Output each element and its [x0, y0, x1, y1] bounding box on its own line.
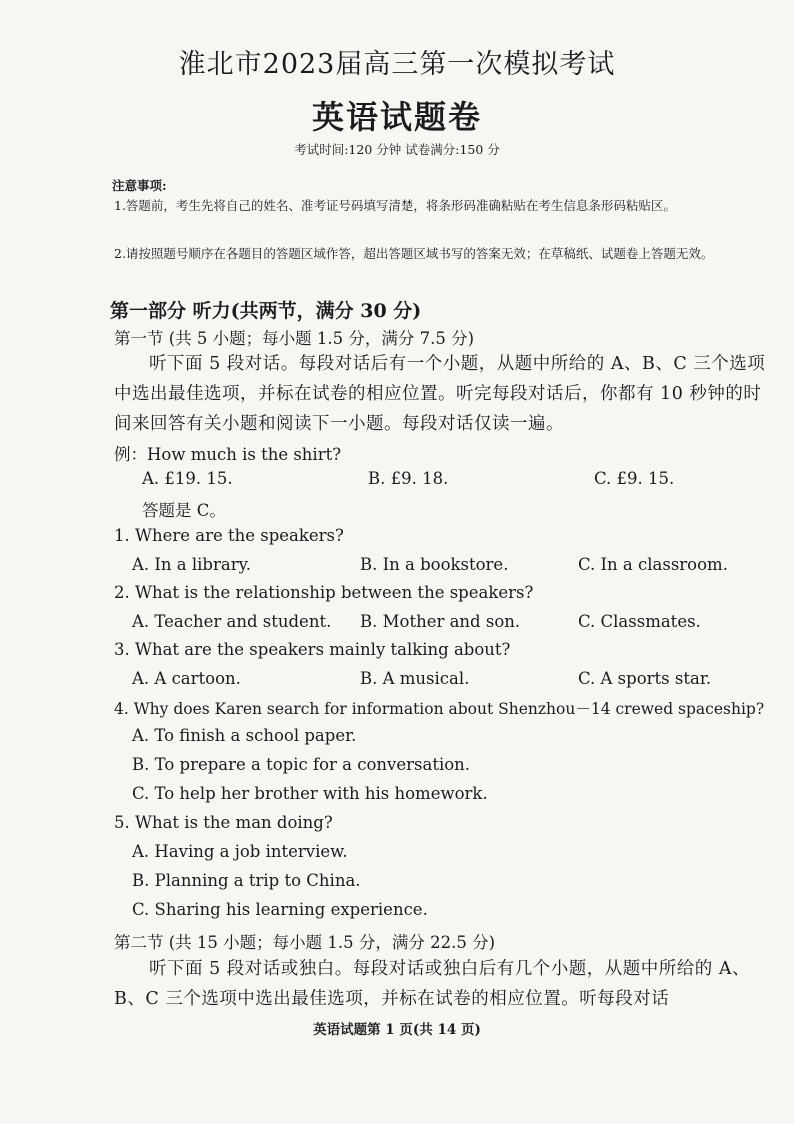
section1-heading: 第一节 (共 5 小题；每小题 1.5 分，满分 7.5 分): [114, 329, 475, 348]
q4-option-b: B. To prepare a topic for a conversation.: [132, 755, 471, 774]
question-1: 1. Where are the speakers?: [114, 526, 344, 545]
q2-option-b: B. Mother and son.: [360, 612, 521, 631]
q2-option-a: A. Teacher and student.: [132, 612, 332, 631]
page-footer: 英语试题第 1 页(共 14 页): [313, 1022, 481, 1038]
subject-title: 英语试题卷: [311, 98, 482, 136]
example-option-a: A. £19. 15.: [142, 469, 233, 488]
section2-instructions: 听下面 5 段对话或独白。每段对话或独白后有几个小题，从题中所给的 A、B、C 三个选项中选出最佳选项，并标在试卷的相应位置。听每段对话: [114, 959, 750, 1009]
notes-heading: 注意事项:: [112, 178, 167, 193]
section2-heading: 第二节 (共 15 小题；每小题 1.5 分，满分 22.5 分): [114, 933, 496, 952]
q3-option-a: A. A cartoon.: [132, 669, 241, 688]
q2-option-c: C. Classmates.: [578, 612, 701, 631]
q1-option-a: A. In a library.: [132, 555, 251, 574]
section1-instructions: 听下面 5 段对话。每段对话后有一个小题，从题中所给的 A、B、C 三个选项中选出最佳选项，并标在试卷的相应位置。听完每段对话后，你都有 10 秒钟的时间来回答有关小题和阅读下一小题。每段对话仅读一遍。: [114, 354, 766, 434]
q4-option-a: A. To finish a school paper.: [132, 726, 357, 745]
example-option-b: B. £9. 18.: [368, 469, 449, 488]
note-item-2: 2.请按照题号顺序在各题目的答题区域作答，超出答题区域书写的答案无效；在草稿纸、试题卷上答题无效。: [114, 246, 714, 261]
part1-heading: 第一部分 听力(共两节，满分 30 分): [110, 300, 422, 322]
q5-option-b: B. Planning a trip to China.: [132, 871, 361, 890]
exam-info: 考试时间:120 分钟 试卷满分:150 分: [294, 142, 500, 157]
example-answer: 答题是 C。: [142, 501, 226, 520]
question-2: 2. What is the relationship between the speakers?: [114, 583, 534, 602]
exam-title: 淮北市2023届高三第一次模拟考试: [178, 49, 616, 80]
q5-option-a: A. Having a job interview.: [132, 842, 348, 861]
note-item-1: 1.答题前，考生先将自己的姓名、准考证号码填写清楚，将条形码准确粘贴在考生信息条形码粘贴区。: [114, 198, 676, 213]
question-4: 4. Why does Karen search for information about Shenzhou－14 crewed spaceship?: [114, 700, 765, 718]
question-5: 5. What is the man doing?: [114, 813, 333, 832]
q1-option-c: C. In a classroom.: [578, 555, 728, 574]
q3-option-c: C. A sports star.: [578, 669, 712, 688]
q3-option-b: B. A musical.: [360, 669, 470, 688]
question-3: 3. What are the speakers mainly talking about?: [114, 640, 511, 659]
q1-option-b: B. In a bookstore.: [360, 555, 509, 574]
q4-option-c: C. To help her brother with his homework.: [132, 784, 488, 803]
example-option-c: C. £9. 15.: [594, 469, 675, 488]
example-question: 例：How much is the shirt?: [114, 445, 342, 464]
q5-option-c: C. Sharing his learning experience.: [132, 900, 428, 919]
